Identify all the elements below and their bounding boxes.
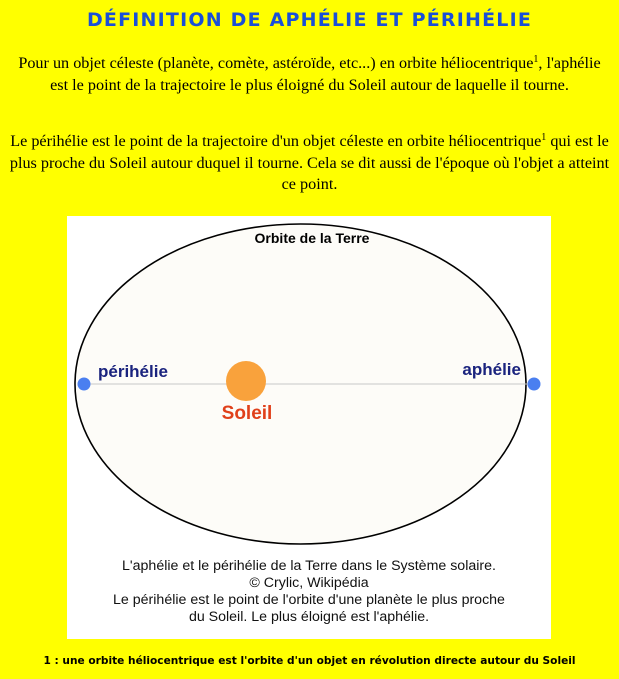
caption-line: L'aphélie et le périhélie de la Terre dans le Système solaire. <box>122 558 496 574</box>
page-title: DÉFINITION DE APHÉLIE ET PÉRIHÉLIE <box>86 9 533 31</box>
perihelion-definition-start: Le périhélie est le point de la trajectoire d'un objet céleste en orbite héliocentrique <box>10 132 542 150</box>
sun-label: Soleil <box>221 403 273 424</box>
caption-line: Le périhélie est le point de l'orbite d'une planète le plus proche <box>113 592 505 608</box>
aphelion-definition-end: , l'aphélie est le point de la trajectoire le plus éloigné du Soleil autour de laquelle il tourne. <box>50 54 601 94</box>
aphelion-definition <box>8 53 611 96</box>
footnote-reference: 1 <box>533 54 539 65</box>
perihelion-point <box>78 378 91 391</box>
orbit-figure <box>67 216 551 639</box>
figure-caption <box>67 558 551 626</box>
aphelion-label: aphélie <box>462 360 521 379</box>
sun-icon <box>226 361 266 401</box>
caption-credit: © Crylic, Wikipédia <box>249 575 369 591</box>
perihelion-label: périhélie <box>98 362 168 381</box>
perihelion-definition-end: qui est le plus proche du Soleil autour duquel il tourne. Cela se dit aussi de l'époque où l'objet a atteint ce point. <box>9 132 610 193</box>
aphelion-point <box>528 378 541 391</box>
orbit-label: Orbite de la Terre <box>254 230 370 246</box>
perihelion-definition <box>8 131 611 196</box>
footnote: 1 : une orbite héliocentrique est l'orbite d'un objet en révolution directe autour du Soleil <box>43 655 576 667</box>
aphelion-definition-start: Pour un objet céleste (planète, comète, astéroïde, etc...) en orbite héliocentrique <box>18 54 534 72</box>
footnote-reference: 1 <box>541 132 547 143</box>
caption-line: du Soleil. Le plus éloigné est l'aphélie. <box>188 609 430 625</box>
